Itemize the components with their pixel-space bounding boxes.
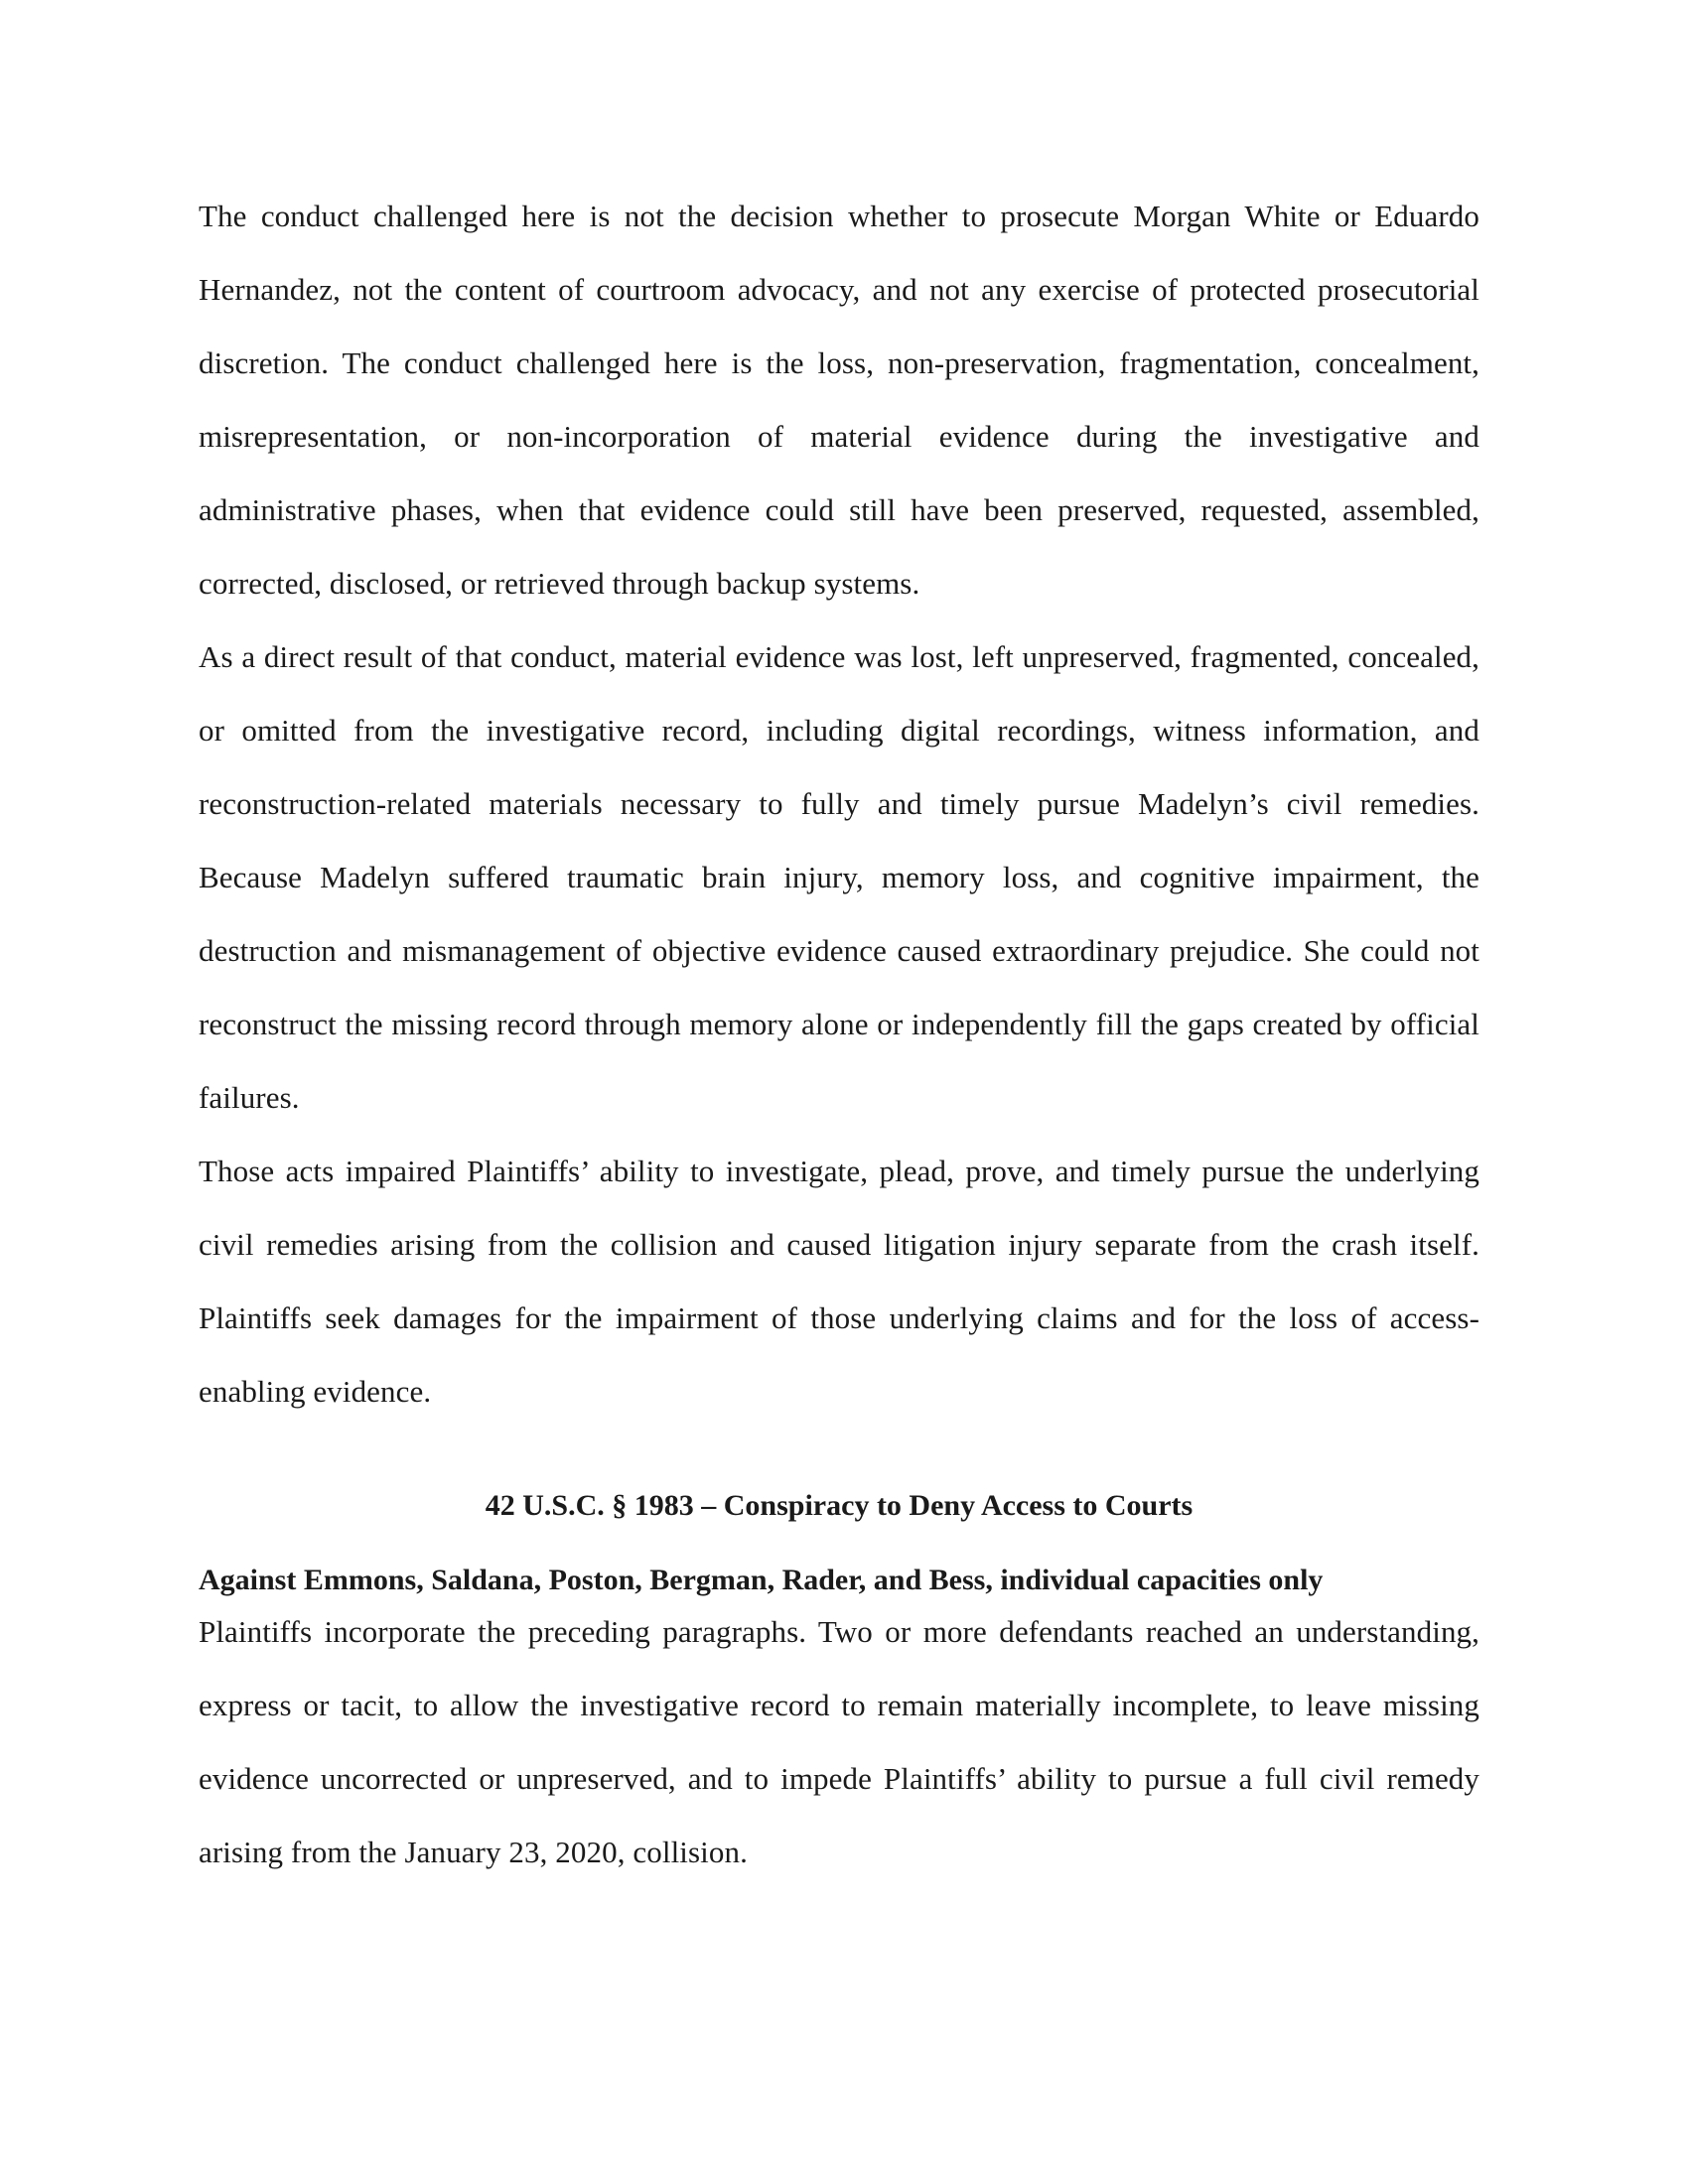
- paragraph-impaired-ability: Those acts impaired Plaintiffs’ ability to investigate, plead, prove, and timely pursue the underlying civil remedies arising from the collision and caused litigation injury separate from the crash itself. Plaintiffs seek damages for the impairment of those underlying claims and for the loss of access-enabling evidence.: [199, 1154, 1479, 1409]
- body-section-after: [199, 1595, 1479, 1889]
- paragraph-direct-result: As a direct result of that conduct, material evidence was lost, left unpreserved, fragmented, concealed, or omitted from the investigative record, including digital recordings, witness information, and reconstruction-related materials necessary to fully and timely pursue Madelyn’s civil remedies. Because Madelyn suffered traumatic brain injury, memory loss, and cognitive impairment, the destruction and mismanagement of objective evidence caused extraordinary prejudice. She could not reconstruct the missing record through memory alone or independently fill the gaps created by official failures.: [199, 639, 1479, 1115]
- section-heading: 42 U.S.C. § 1983 – Conspiracy to Deny Access to Courts: [485, 1489, 1194, 1522]
- body-section-before: [199, 180, 1479, 1429]
- paragraph-conduct-challenged: The conduct challenged here is not the decision whether to prosecute Morgan White or Eduardo Hernandez, not the content of courtroom advocacy, and not any exercise of protected prosecutorial discretion. The conduct challenged here is the loss, non-preservation, fragmentation, concealment, misrepresentation, or non-incorporation of material evidence during the investigative and administrative phases, when that evidence could still have been preserved, requested, assembled, corrected, disclosed, or retrieved through backup systems.: [199, 199, 1479, 601]
- paragraph-incorporate: Plaintiffs incorporate the preceding paragraphs. Two or more defendants reached an understanding, express or tacit, to allow the investigative record to remain materially incomplete, to leave missing evidence uncorrected or unpreserved, and to impede Plaintiffs’ ability to pursue a full civil remedy arising from the January 23, 2020, collision.: [199, 1614, 1479, 1869]
- section-subheading: Against Emmons, Saldana, Poston, Bergman, Rader, and Bess, individual capacities only: [199, 1564, 1324, 1596]
